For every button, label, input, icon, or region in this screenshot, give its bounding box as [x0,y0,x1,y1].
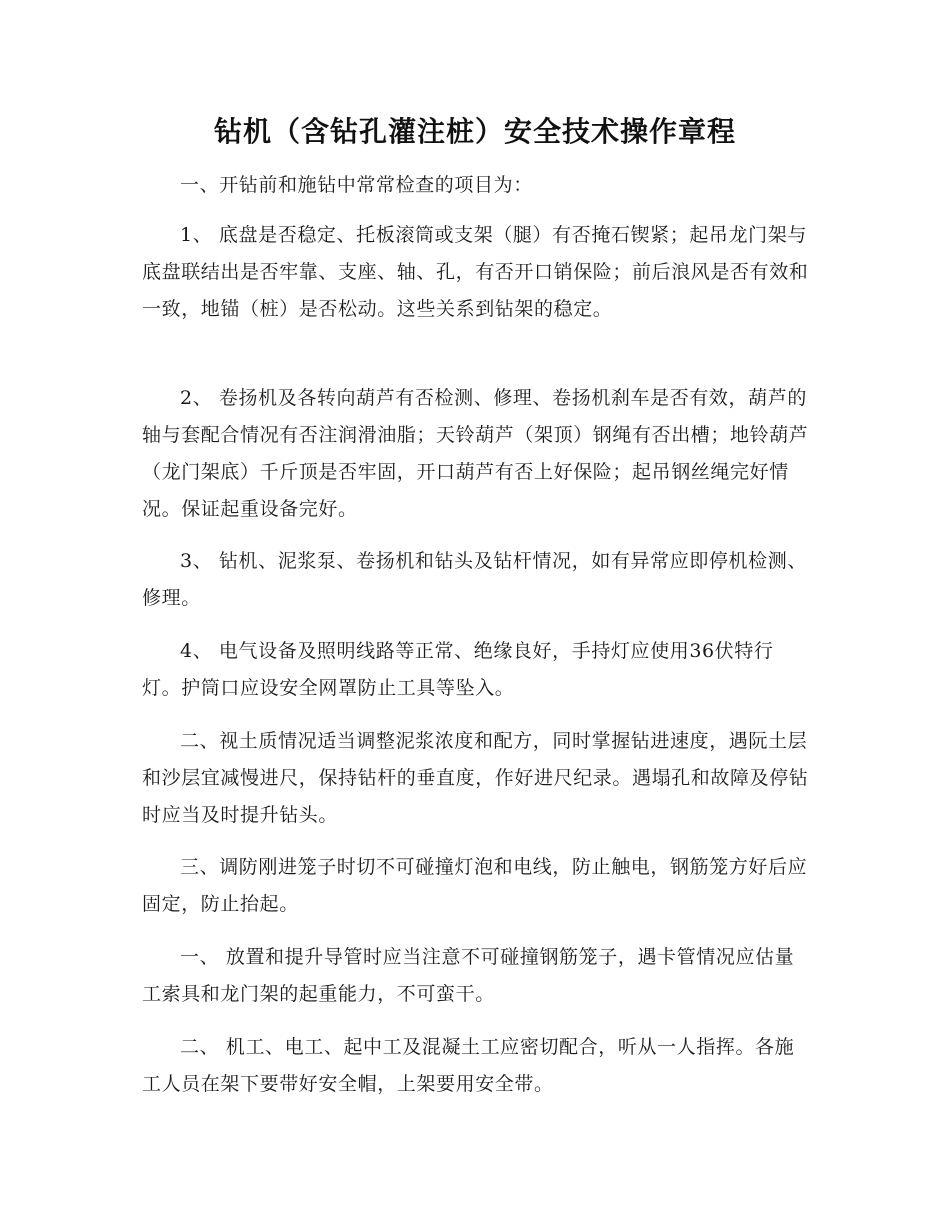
paragraph-rule-one: 一、 放置和提升导管时应当注意不可碰撞钢筋笼子，遇卡管情况应估量工索具和龙门架的起重能力，不可蛮干。 [142,946,795,1005]
document-title: 钻机（含钻孔灌注桩）安全技术操作章程 [213,115,736,148]
paragraph-item-4: 4、 电气设备及照明线路等正常、绝缘良好，手持灯应使用36伏特行灯。护筒口应设安全网罩防止工具等坠入。 [142,640,774,699]
paragraph-section-one-heading: 一、开钻前和施钻中常常检查的项目为： [180,174,533,196]
paragraph-item-1: 1、 底盘是否稳定、托板滚筒或支架（腿）有否掩石锲紧；起吊龙门架与底盘联结出是否牢靠、支座、轴、孔，有否开口销保险；前后浪风是否有效和一致，地锚（桩）是否松动。这些关系到钻架的稳定。 [142,224,809,320]
paragraph-section-two: 二、视土质情况适当调整泥浆浓度和配方，同时掌握钻进速度，遇阮土层和沙层宜减慢进尺，保持钻杆的垂直度，作好进尺纪录。遇塌孔和故障及停钻时应当及时提升钻头。 [142,730,809,826]
paragraph-item-3: 3、 钻机、泥浆泵、卷扬机和钻头及钻杆情况，如有异常应即停机检测、修理。 [142,550,807,609]
paragraph-section-three: 三、调防刚进笼子时切不可碰撞灯泡和电线，防止触电，钢筋笼方好后应固定，防止抬起。 [142,856,808,915]
paragraph-item-2: 2、 卷扬机及各转向葫芦有否检测、修理、卷扬机刹车是否有效，葫芦的轴与套配合情况有否注润滑油脂；天铃葫芦（架顶）钢绳有否出槽；地铃葫芦（龙门架底）千斤顶是否牢固，开口葫芦有否上好保险；起吊钢丝绳完好情况。保证起重设备完好。 [142,387,809,520]
paragraph-rule-two: 二、 机工、电工、起中工及混凝土工应密切配合，听从一人指挥。各施工人员在架下要带好安全帽，上架要用安全带。 [142,1036,795,1095]
